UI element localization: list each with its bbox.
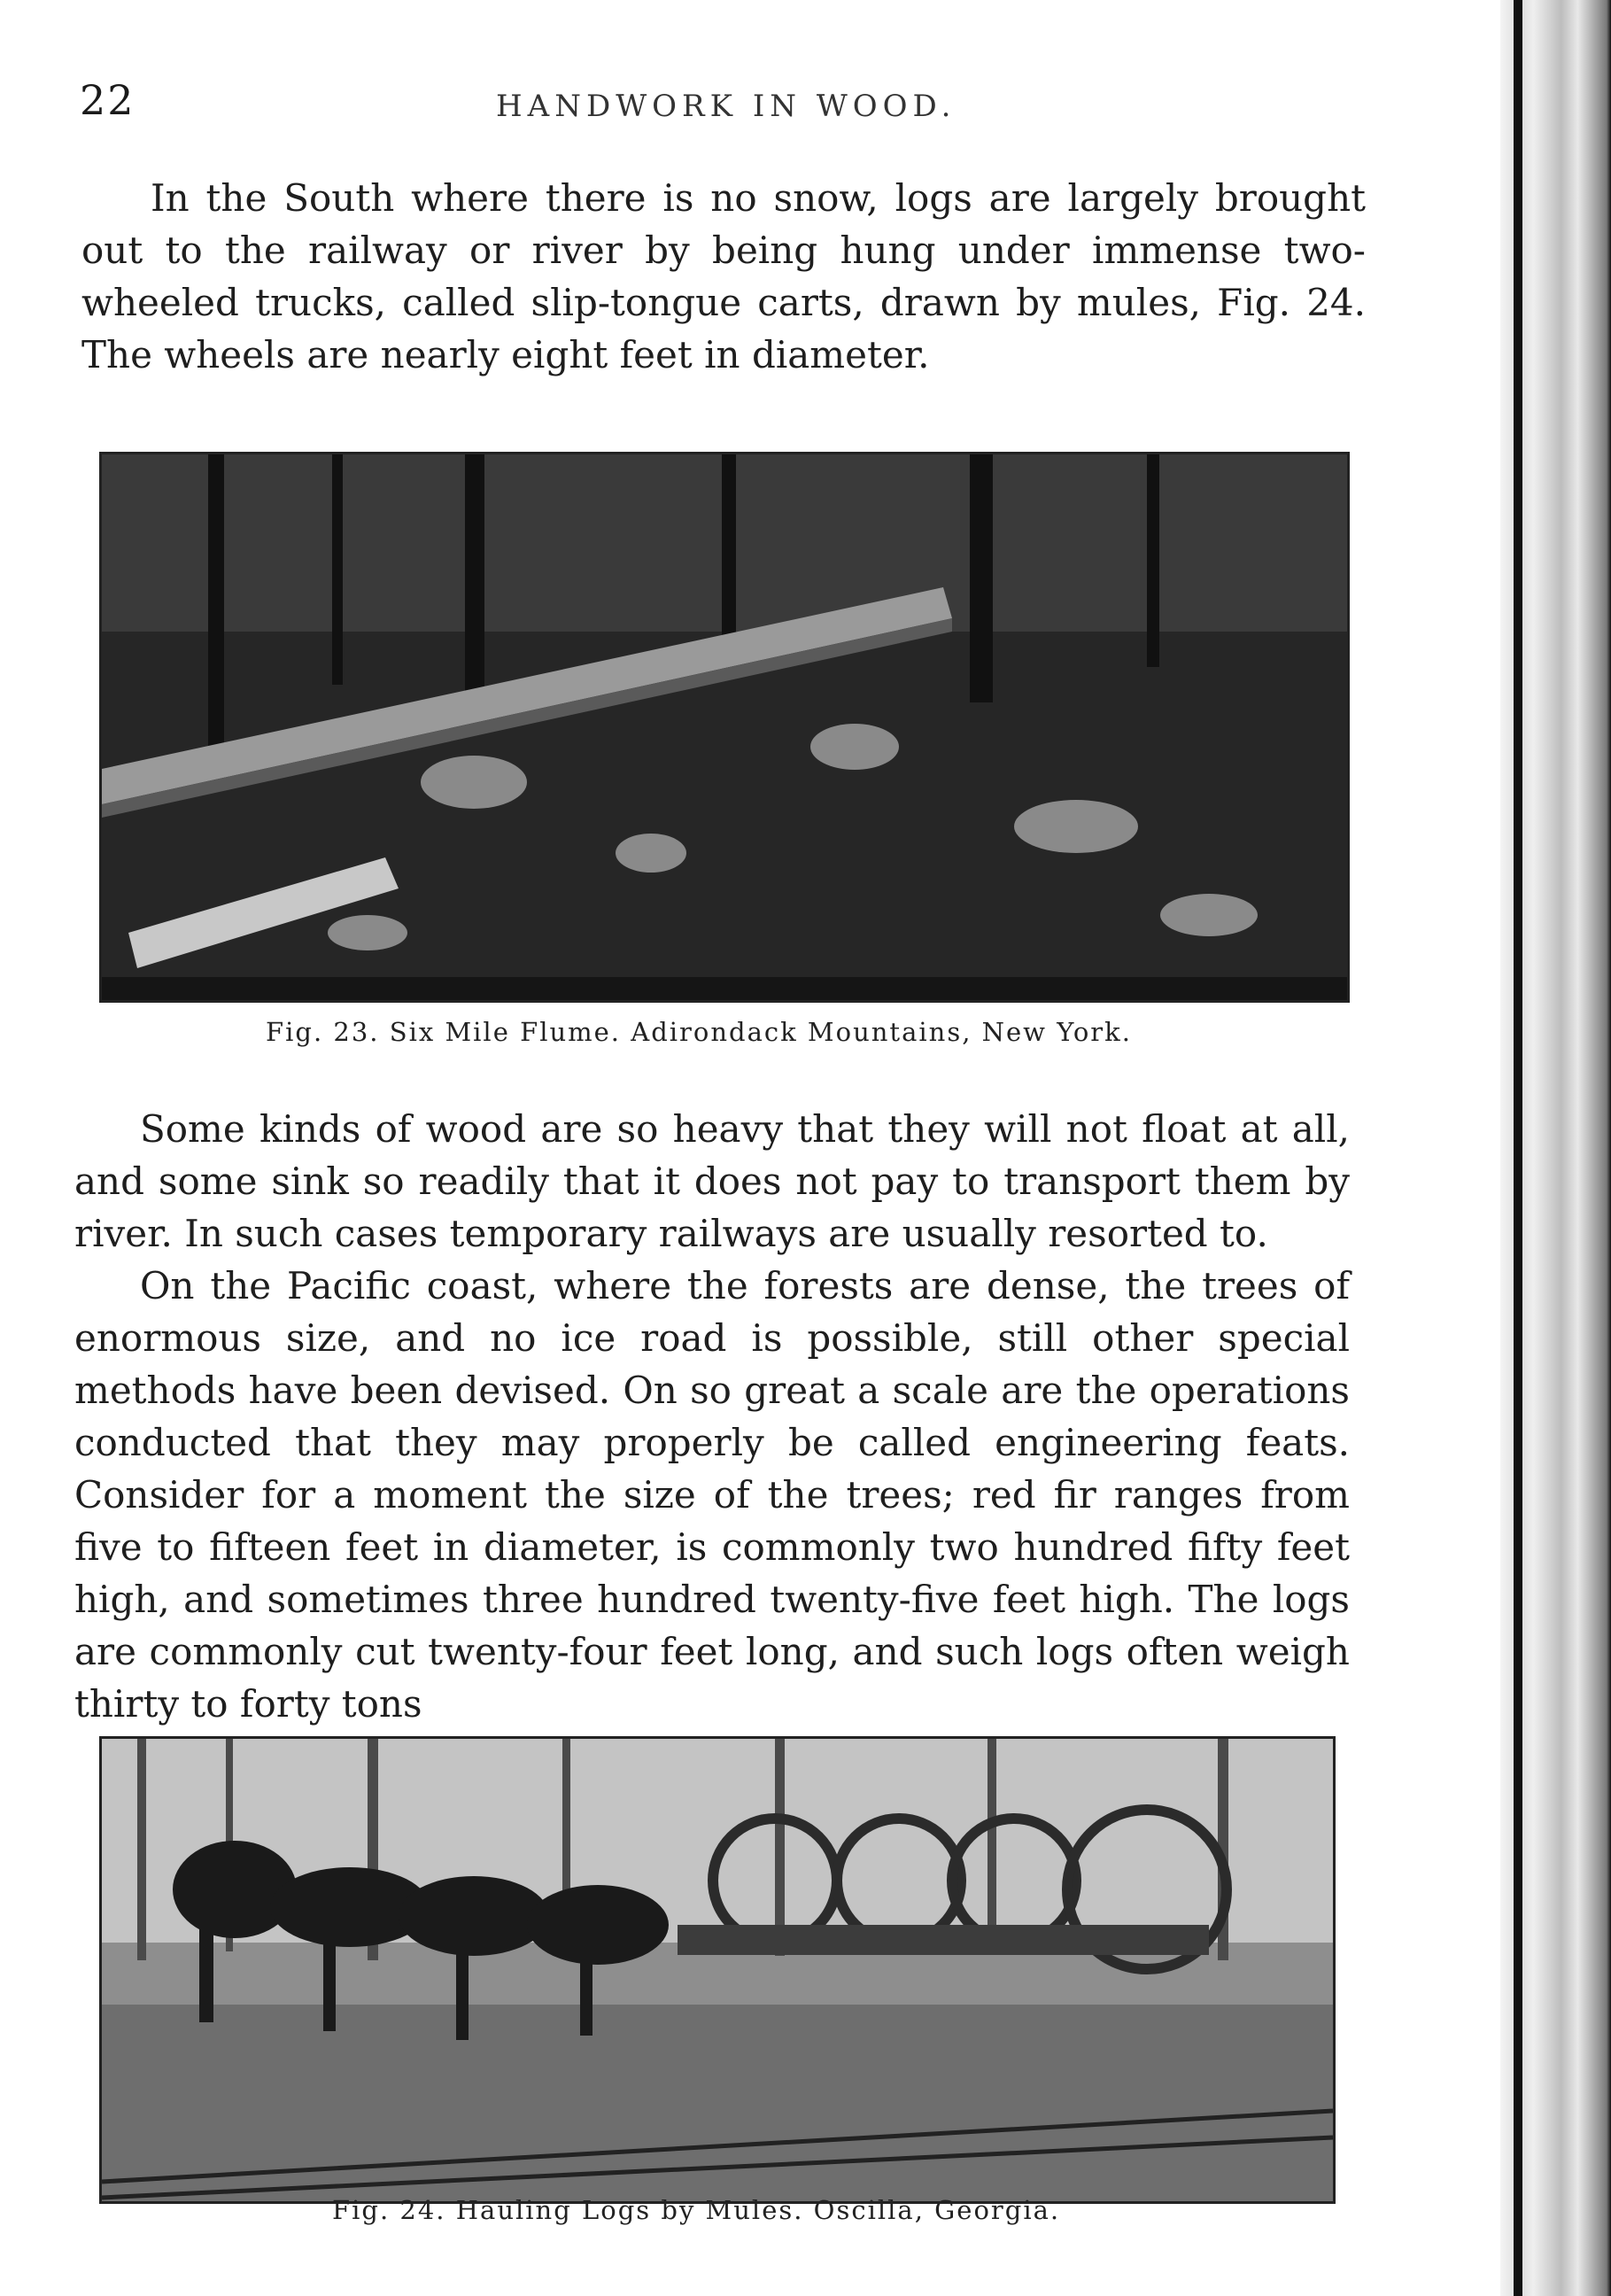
- figure-23-caption: Fig. 23. Six Mile Flume. Adirondack Mountains, New York.: [266, 1017, 1132, 1047]
- paragraph: Some kinds of wood are so heavy that they will not float at all, and some sink so readily that it does not pay to transport them by river. In such cases temporary railways are usually resorted to.: [74, 1107, 1350, 1255]
- paragraph: On the Pacific coast, where the forests are dense, the trees of enormous size, and no ice road is possible, still other special methods have been devised. On so great a scale are the operations conducted that they may properly be called engineering feats. Consider for a moment the size of the trees; red fir ranges from five to fifteen feet in diameter, is commonly two hundred fifty feet high, and sometimes three hundred twenty-five feet high. The logs are commonly cut twenty-four feet long, and such logs often weigh thirty to forty tons: [74, 1264, 1350, 1726]
- paragraph: In the South where there is no snow, logs are largely brought out to the railway or river by being hung under immense two-wheeled trucks, called slip-tongue carts, drawn by mules, Fig. 24. The wheels are nearly eight feet in diameter.: [81, 176, 1366, 376]
- running-head: HANDWORK IN WOOD.: [496, 89, 957, 124]
- book-spine: [1514, 0, 1522, 2296]
- page-number: 22: [80, 76, 136, 124]
- figure-24-caption: Fig. 24. Hauling Logs by Mules. Oscilla, Georgia.: [332, 2195, 1061, 2225]
- figure-23-photo: [99, 452, 1350, 1003]
- figure-24-photo: [99, 1736, 1336, 2204]
